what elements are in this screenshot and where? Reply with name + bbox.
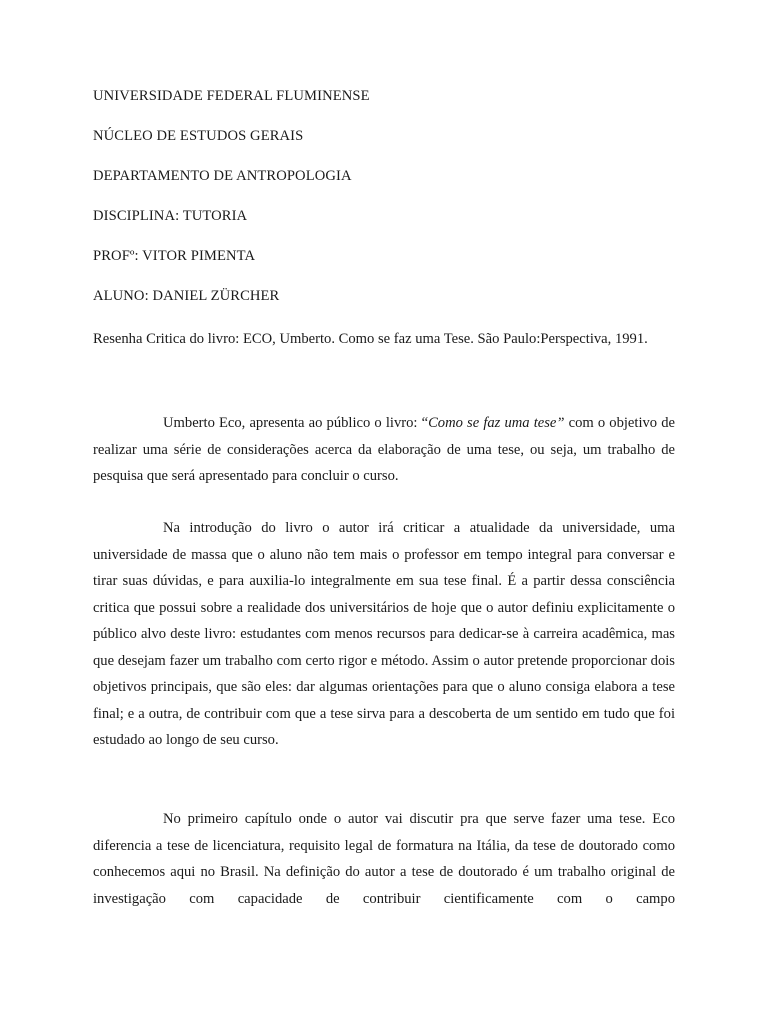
paragraph-3: No primeiro capítulo onde o autor vai discutir pra que serve fazer uma tese. Eco diferencia a tese de licenciatura, requisito legal de formatura na Itália, da tese de doutorado como conhecemos aqui no Brasil. Na definição do autor a tese de doutorado é um trabalho original de investigação com capacidade de contribuir cientificamente com o campo <box>93 811 675 907</box>
student-line: ALUNO: DANIEL ZÜRCHER <box>93 288 280 304</box>
paragraph-2: Na introdução do livro o autor irá criticar a atualidade da universidade, uma universidade de massa que o aluno não tem mais o professor em tempo integral para conversar e tirar suas dúvidas, e para auxilia-lo integralmente em sua tese final. É a partir dessa consciência critica que possui sobre a realidade dos universitários de hoje que o autor definiu explicitamente o público alvo deste livro: estudantes com menos recursos para dedicar-se à carreira acadêmica, mas que desejam fazer um trabalho com certo rigor e método. Assim o autor pretende proporcionar dois objetivos principais, que são eles: dar algumas orientações para que o aluno consiga elabora a tese final; e a outra, de contribuir com que a tese sirva para a descoberta de um sentido em tudo que foi estudado ao longo de seu curso. <box>93 520 675 748</box>
book-citation: Resenha Critica do livro: ECO, Umberto. Como se faz uma Tese. São Paulo:Perspectiva, 1991. <box>93 331 648 347</box>
paragraph-1 <box>93 410 675 490</box>
nucleus-name: NÚCLEO DE ESTUDOS GERAIS <box>93 128 304 144</box>
university-name: UNIVERSIDADE FEDERAL FLUMINENSE <box>93 88 370 104</box>
department-name: DEPARTAMENTO DE ANTROPOLOGIA <box>93 168 352 184</box>
paragraph-1-intro: Umberto Eco, apresenta ao público o livro: “ <box>163 415 429 431</box>
discipline-line: DISCIPLINA: TUTORIA <box>93 208 248 224</box>
book-title: Como se faz uma tese” <box>428 415 565 431</box>
paragraph-1-rest: com o objetivo de realizar uma série de considerações acerca da elaboração de uma tese, ou seja, um trabalho de pesquisa que será apresentado para concluir o curso. <box>93 415 675 484</box>
professor-line: PROFº: VITOR PIMENTA <box>93 248 256 264</box>
